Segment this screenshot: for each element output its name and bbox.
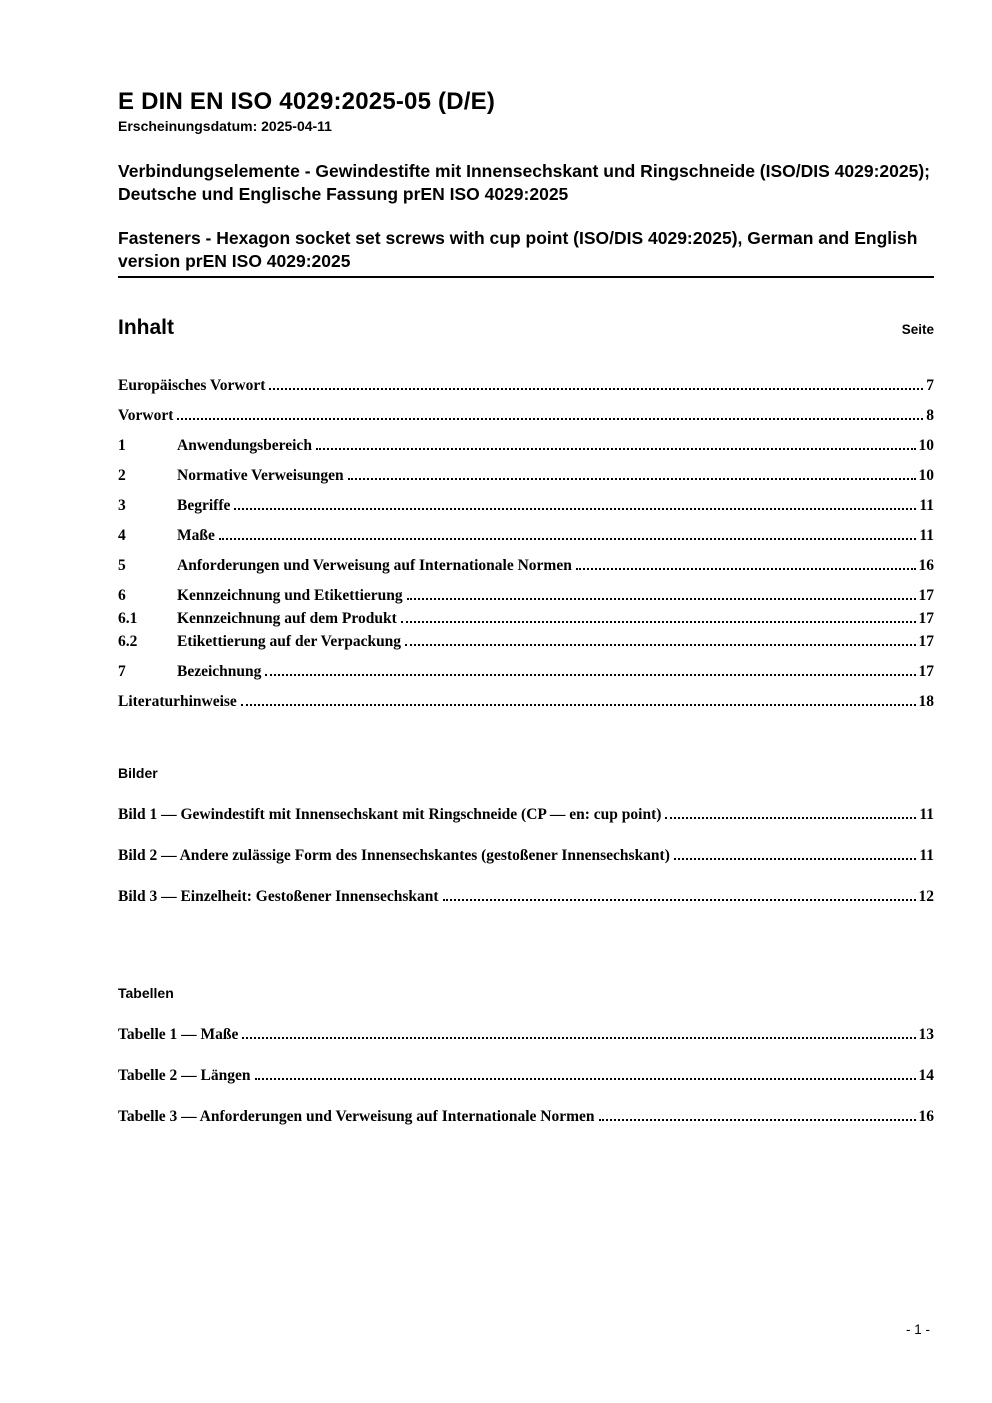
dot-leader [241, 704, 916, 706]
toc-entry [118, 527, 934, 544]
toc-entry-title: Anwendungsbereich [177, 437, 312, 454]
dot-leader [177, 418, 923, 420]
toc-entry-title: Anforderungen und Verweisung auf Internationale Normen [177, 557, 572, 574]
toc-entry-page: 10 [918, 437, 934, 454]
figure-entry-title: Bild 2 — Andere zulässige Form des Innensechskantes (gestoßener Innensechskant) [118, 847, 670, 864]
document-number: E DIN EN ISO 4029:2025-05 (D/E) [118, 88, 496, 115]
dot-leader [599, 1119, 916, 1121]
dot-leader [407, 598, 916, 600]
table-entry-title: Tabelle 3 — Anforderungen und Verweisung auf Internationale Normen [118, 1108, 595, 1125]
table-entry-page: 16 [918, 1108, 934, 1125]
dot-leader [348, 478, 916, 480]
dot-leader [665, 817, 916, 819]
toc-entry-number: 2 [118, 467, 126, 484]
toc-entry [118, 610, 934, 627]
toc-entry-title: Begriffe [177, 497, 231, 514]
dot-leader [265, 674, 915, 676]
table-of-contents [118, 377, 934, 710]
toc-entry-number: 5 [118, 557, 126, 574]
toc-entry-page: 17 [918, 633, 934, 650]
document-title-english: Fasteners - Hexagon socket set screws with cup point (ISO/DIS 4029:2025), German and English version prEN ISO 4029:2025 [118, 228, 918, 271]
toc-entry-number: 1 [118, 437, 126, 454]
toc-entry-page: 17 [918, 587, 934, 604]
figure-entry [118, 847, 934, 864]
toc-entry-title: Kennzeichnung auf dem Produkt [177, 610, 397, 627]
toc-entry-title: Normative Verweisungen [177, 467, 344, 484]
dot-leader [269, 388, 923, 390]
publication-date: Erscheinungsdatum: 2025-04-11 [118, 118, 332, 134]
toc-entry [118, 663, 934, 680]
dot-leader [405, 644, 915, 646]
toc-entry-number: 4 [118, 527, 126, 544]
page-content [118, 0, 934, 1125]
toc-entry-page: 18 [918, 693, 934, 710]
title-divider [118, 276, 934, 278]
toc-entry-page: 17 [918, 610, 934, 627]
tables-list [118, 1026, 934, 1125]
toc-entry [118, 437, 934, 454]
dot-leader [674, 858, 916, 860]
toc-entry-number: 3 [118, 497, 126, 514]
toc-entry-title: Europäisches Vorwort [118, 377, 266, 394]
toc-entry [118, 407, 934, 424]
page-column-label: Seite [901, 322, 934, 337]
dot-leader [443, 899, 916, 901]
toc-entry-title: Vorwort [118, 407, 174, 424]
contents-heading: Inhalt [118, 316, 174, 339]
table-entry-title: Tabelle 1 — Maße [118, 1026, 239, 1043]
toc-entry-number: 6.1 [118, 610, 138, 627]
toc-entry [118, 693, 934, 710]
dot-leader [576, 568, 916, 570]
toc-entry-title: Maße [177, 527, 215, 544]
tables-heading: Tabellen [118, 985, 174, 1001]
table-entry-title: Tabelle 2 — Längen [118, 1067, 251, 1084]
figure-entry [118, 888, 934, 905]
figures-heading: Bilder [118, 765, 158, 781]
dot-leader [316, 448, 916, 450]
figure-entry-title: Bild 1 — Gewindestift mit Innensechskant mit Ringschneide (CP — en: cup point) [118, 806, 662, 823]
dot-leader [255, 1078, 916, 1080]
toc-entry-page: 16 [918, 557, 934, 574]
table-entry [118, 1067, 934, 1084]
figure-entry [118, 806, 934, 823]
footer-page-number: - 1 - [905, 1322, 930, 1337]
toc-entry-page: 8 [926, 407, 934, 424]
toc-entry-title: Literaturhinweise [118, 693, 237, 710]
figure-entry-page: 12 [918, 888, 934, 905]
document-title-german: Verbindungselemente - Gewindestifte mit Innensechskant und Ringschneide (ISO/DIS 4029:2025); Deutsche und Englische Fassung prEN ISO 4029:2025 [118, 161, 930, 204]
dot-leader [401, 621, 916, 623]
toc-entry [118, 377, 934, 394]
toc-entry-number: 6 [118, 587, 126, 604]
toc-entry-number: 7 [118, 663, 126, 680]
toc-entry [118, 587, 934, 604]
table-entry [118, 1026, 934, 1043]
toc-entry [118, 497, 934, 514]
figure-entry-title: Bild 3 — Einzelheit: Gestoßener Innensechskant [118, 888, 439, 905]
toc-entry-page: 11 [919, 497, 934, 514]
toc-entry-page: 10 [918, 467, 934, 484]
table-entry-page: 14 [918, 1067, 934, 1084]
dot-leader [242, 1037, 915, 1039]
figure-entry-page: 11 [919, 847, 934, 864]
toc-entry [118, 557, 934, 574]
toc-entry-page: 7 [926, 377, 934, 394]
toc-entry [118, 467, 934, 484]
toc-entry-title: Etikettierung auf der Verpackung [177, 633, 402, 650]
toc-entry-number: 6.2 [118, 633, 138, 650]
figures-list [118, 806, 934, 905]
table-entry [118, 1108, 934, 1125]
dot-leader [219, 538, 916, 540]
figure-entry-page: 11 [919, 806, 934, 823]
dot-leader [234, 508, 916, 510]
toc-entry-page: 17 [918, 663, 934, 680]
table-entry-page: 13 [918, 1026, 934, 1043]
toc-entry-title: Bezeichnung [177, 663, 262, 680]
toc-entry [118, 633, 934, 650]
toc-entry-title: Kennzeichnung und Etikettierung [177, 587, 403, 604]
contents-heading-row [118, 315, 934, 341]
toc-entry-page: 11 [919, 527, 934, 544]
